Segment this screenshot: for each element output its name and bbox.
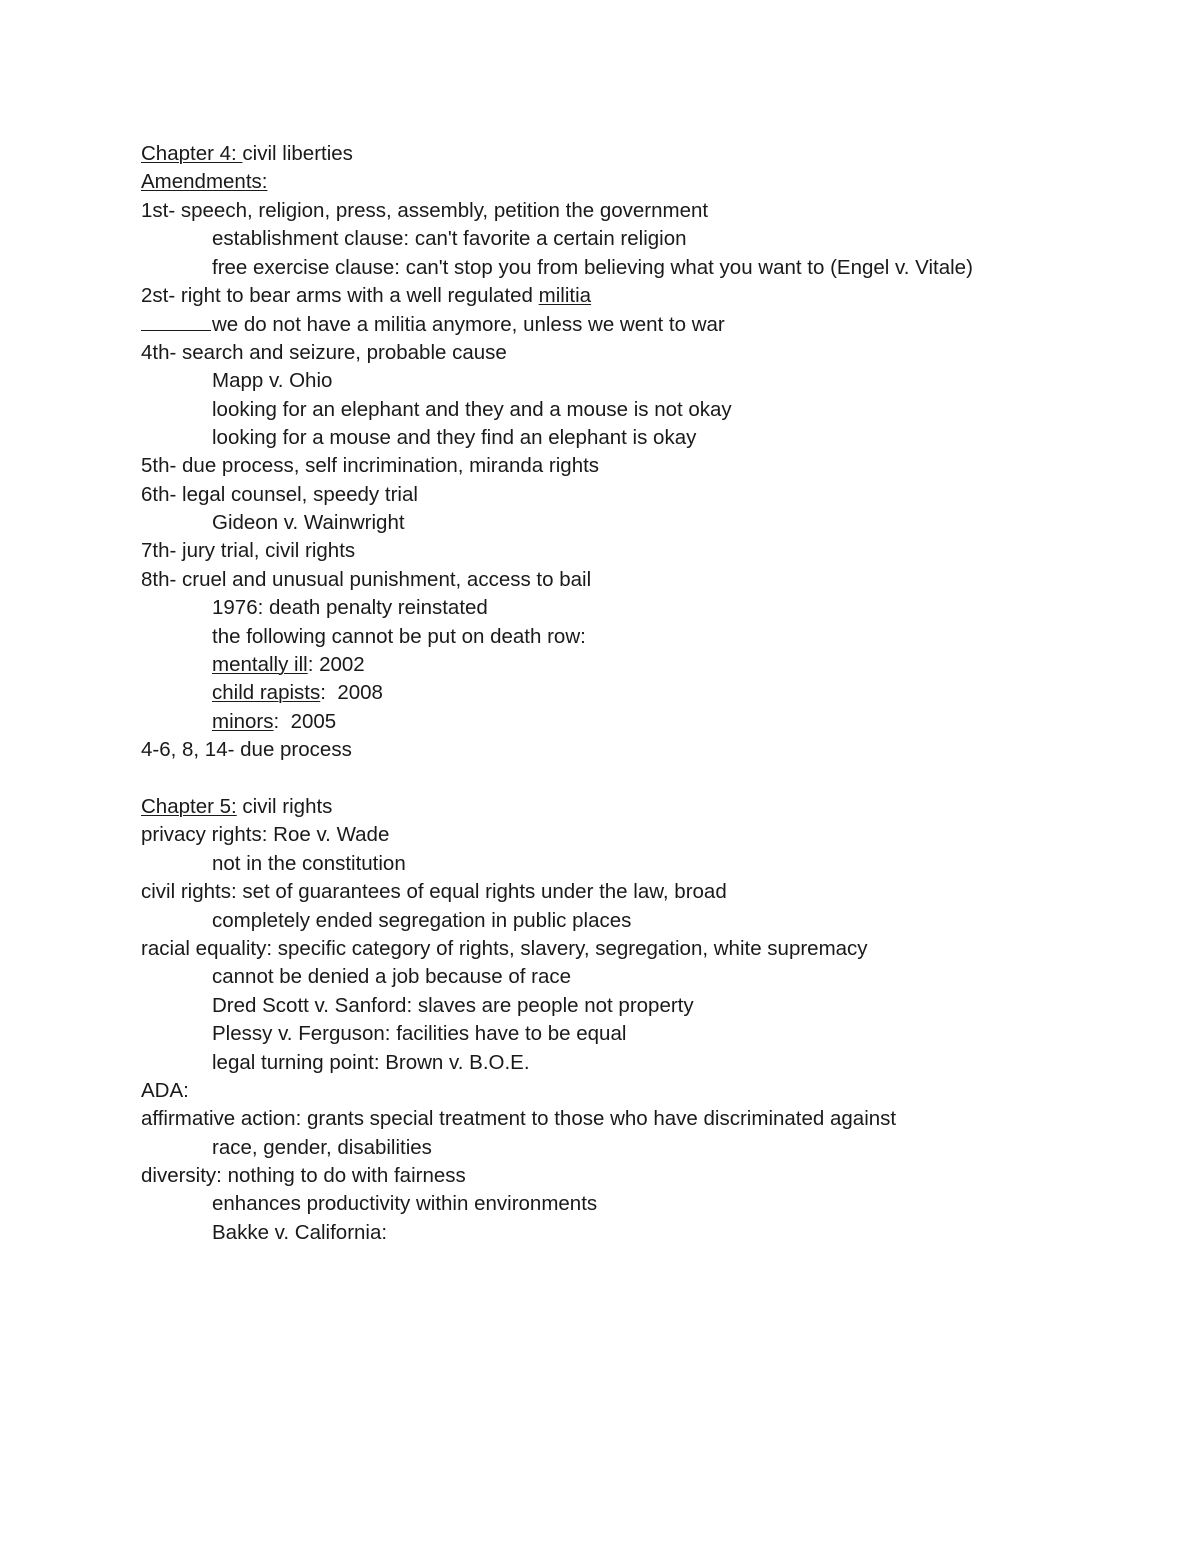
amendment-4th: 4th- search and seizure, probable cause <box>141 340 507 364</box>
blank-underline <box>141 310 211 331</box>
mapp-v-ohio: Mapp v. Ohio <box>212 369 333 393</box>
death-row-exclusions: the following cannot be put on death row: <box>212 624 586 648</box>
amendment-6th: 6th- legal counsel, speedy trial <box>141 482 418 506</box>
mouse-note: looking for a mouse and they find an elephant is okay <box>212 425 697 449</box>
amendments-heading <box>141 168 1141 196</box>
civil-rights-definition: civil rights: set of guarantees of equal rights under the law, broad <box>141 880 727 904</box>
chapter-5-heading <box>141 793 1141 821</box>
chapter-4-heading <box>141 140 1141 168</box>
brown-v-boe: legal turning point: Brown v. B.O.E. <box>212 1050 530 1074</box>
section-spacer <box>141 765 1141 793</box>
amendments-label: Amendments: <box>141 170 268 194</box>
minors-year: : 2005 <box>273 709 337 733</box>
death-penalty-1976: 1976: death penalty reinstated <box>212 596 488 620</box>
militia-term: militia <box>538 283 592 307</box>
mentally-ill-label: mentally ill <box>212 653 308 677</box>
child-rapists-label: child rapists <box>212 681 321 705</box>
segregation-note: completely ended segregation in public places <box>212 908 632 932</box>
amendment-8th: 8th- cruel and unusual punishment, access to bail <box>141 567 592 591</box>
ada-label: ADA: <box>141 1078 189 1102</box>
amendment-5th: 5th- due process, self incrimination, miranda rights <box>141 454 600 478</box>
chapter-5-title: civil rights <box>236 794 333 818</box>
document-page <box>141 140 1141 1247</box>
diversity-productivity: enhances productivity within environments <box>212 1192 598 1216</box>
privacy-note: not in the constitution <box>212 851 406 875</box>
racial-equality: racial equality: specific category of rights, slavery, segregation, white supremacy <box>141 936 868 960</box>
militia-note-text: we do not have a militia anymore, unless we went to war <box>212 313 725 337</box>
militia-note <box>141 310 1141 338</box>
job-race-note: cannot be denied a job because of race <box>212 965 572 989</box>
plessy-v-ferguson: Plessy v. Ferguson: facilities have to be equal <box>212 1022 627 1046</box>
amendment-7th: 7th- jury trial, civil rights <box>141 539 356 563</box>
gideon-v-wainwright: Gideon v. Wainwright <box>212 511 405 535</box>
dred-scott: Dred Scott v. Sanford: slaves are people not property <box>212 993 694 1017</box>
affirmative-categories: race, gender, disabilities <box>212 1135 432 1159</box>
establishment-clause: establishment clause: can't favorite a certain religion <box>212 227 687 251</box>
amendment-2nd <box>141 282 1141 310</box>
privacy-rights: privacy rights: Roe v. Wade <box>141 823 390 847</box>
mentally-ill-item <box>141 651 1141 679</box>
child-rapists-year: : 2008 <box>320 681 383 705</box>
due-process-summary: 4-6, 8, 14- due process <box>141 738 352 762</box>
chapter-4-title: civil liberties <box>242 142 353 165</box>
affirmative-action: affirmative action: grants special treatment to those who have discriminated against <box>141 1107 897 1131</box>
amendment-1st: 1st- speech, religion, press, assembly, petition the government <box>141 198 709 222</box>
diversity: diversity: nothing to do with fairness <box>141 1164 466 1188</box>
elephant-note: looking for an elephant and they and a mouse is not okay <box>212 397 732 421</box>
mentally-ill-year: : 2002 <box>307 653 365 677</box>
chapter-4-label: Chapter 4: <box>141 142 243 165</box>
minors-item <box>141 708 1141 736</box>
minors-label: minors <box>212 709 274 733</box>
chapter-5-label: Chapter 5: <box>141 794 237 818</box>
child-rapists-item <box>141 679 1141 707</box>
free-exercise-clause: free exercise clause: can't stop you from believing what you want to (Engel v. Vitale) <box>212 255 973 279</box>
bakke-v-california: Bakke v. California: <box>212 1220 388 1244</box>
amendment-2nd-text: 2st- right to bear arms with a well regulated <box>141 283 539 307</box>
